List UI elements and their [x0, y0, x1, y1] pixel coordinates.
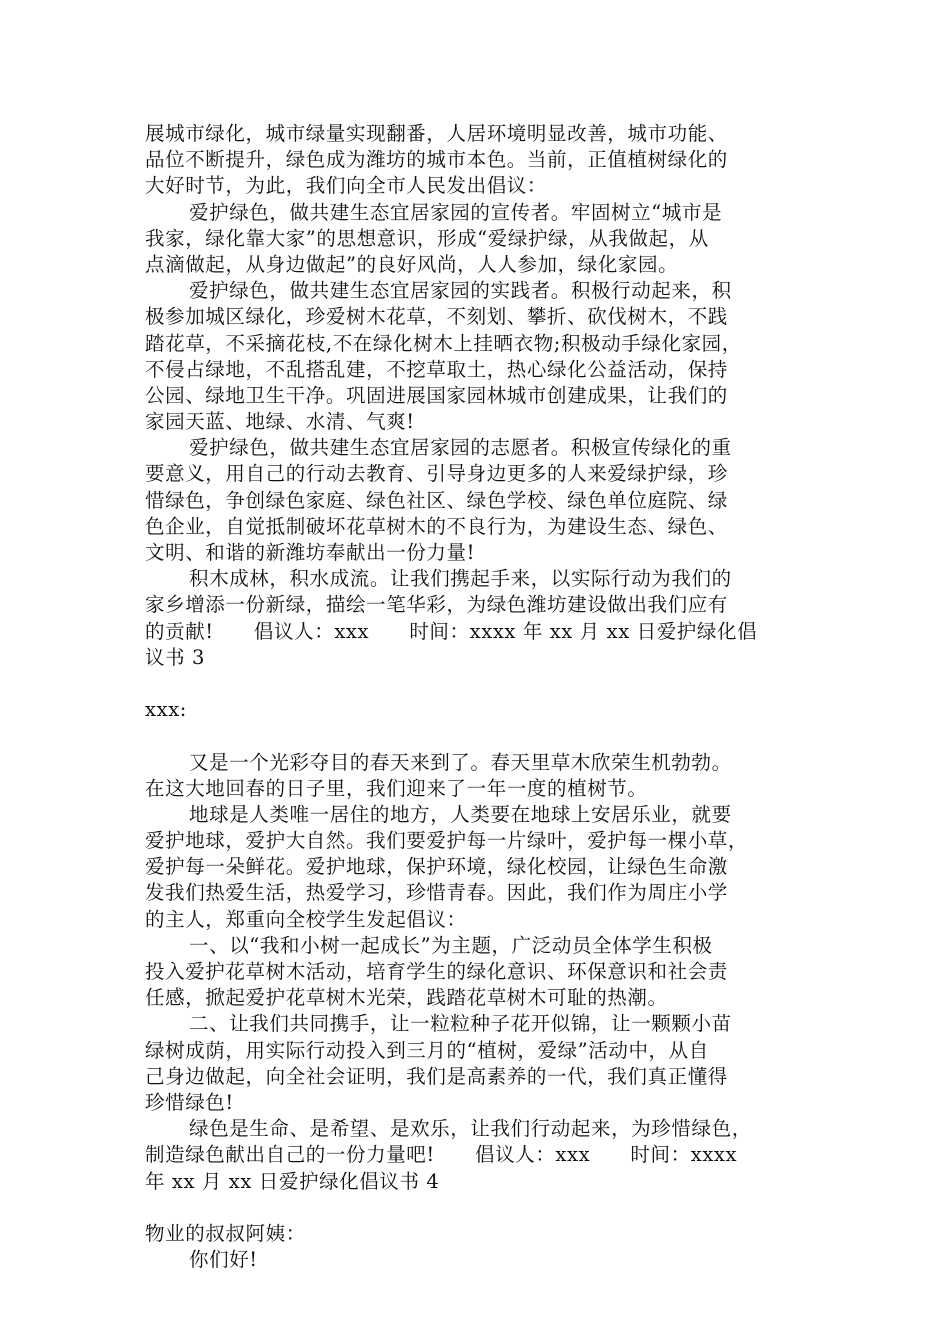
text-line: 珍惜绿色!: [145, 1090, 234, 1114]
text-line: 发我们热爱生活，热爱学习，珍惜青春。因此，我们作为周庄小学: [145, 881, 728, 905]
text-line: 在这大地回春的日子里，我们迎来了一年一度的植树节。: [145, 776, 648, 800]
text-line: 爱护地球，爱护大自然。我们要爱护每一片绿叶，爱护每一棵小草，: [145, 829, 749, 853]
section-heading-line: 年 xx 月 xx 日爱护绿化倡议书 4: [145, 1169, 440, 1193]
text-line: 我家，绿化靠大家”的思想意识，形成“爱绿护绿，从我做起，从: [145, 226, 709, 250]
text-line: 己身边做起，向全社会证明，我们是高素养的一代，我们真正懂得: [145, 1064, 728, 1088]
text-line: 踏花草，不采摘花枝,不在绿化树木上挂晒衣物;积极动手绿化家园，: [145, 331, 742, 355]
signature-line: 制造绿色献出自己的一份力量吧! 倡议人：xxx 时间：xxxx: [145, 1143, 738, 1167]
paragraph-first-line: 二、让我们共同携手，让一粒粒种子花开似锦，让一颗颗小苗: [189, 1012, 732, 1036]
text-line: 大好时节，为此，我们向全市人民发出倡议：: [145, 174, 548, 198]
text-line: 惜绿色，争创绿色家庭、绿色社区、绿色学校、绿色单位庭院、绿: [145, 488, 728, 512]
salutation: xxx:: [145, 698, 187, 722]
text-line: 的主人，郑重向全校学生发起倡议：: [145, 907, 467, 931]
text-line: 家园天蓝、地绿、水清、气爽!: [145, 410, 415, 434]
paragraph-first-line: 地球是人类唯一居住的地方，人类要在地球上安居乐业，就要: [189, 802, 732, 826]
text-line: 点滴做起，从身边做起”的良好风尚，人人参加，绿化家园。: [145, 252, 679, 276]
text-line: 要意义，用自己的行动去教育、引导身边更多的人来爱绿护绿，珍: [145, 462, 728, 486]
section-heading-line: 议书 3: [145, 645, 206, 669]
paragraph-first-line: 爱护绿色，做共建生态宜居家园的实践者。积极行动起来，积: [189, 279, 732, 303]
text-line: 任感，掀起爱护花草树木光荣，践踏花草树木可耻的热潮。: [145, 986, 668, 1010]
text-line: 品位不断提升，绿色成为潍坊的城市本色。当前，正值植树绿化的: [145, 148, 728, 172]
salutation: 物业的叔叔阿姨：: [145, 1221, 306, 1245]
text-line: 公园、绿地卫生干净。巩固进展国家园林城市创建成果，让我们的: [145, 383, 728, 407]
paragraph-first-line: 爱护绿色，做共建生态宜居家园的志愿者。积极宣传绿化的重: [189, 436, 732, 460]
greeting-line: 你们好!: [189, 1248, 258, 1272]
text-line: 爱护每一朵鲜花。爱护地球，保护环境，绿化校园，让绿色生命激: [145, 855, 728, 879]
paragraph-first-line: 一、以“我和小树一起成长”为主题，广泛动员全体学生积极: [189, 933, 713, 957]
text-line: 色企业，自觉抵制破坏花草树木的不良行为，为建设生态、绿色、: [145, 514, 728, 538]
text-line: 投入爱护花草树木活动，培育学生的绿化意识、环保意识和社会责: [145, 960, 728, 983]
blank-line: [145, 723, 810, 749]
paragraph-first-line: 绿色是生命、是希望、是欢乐，让我们行动起来，为珍惜绿色，: [189, 1117, 752, 1141]
blank-line: [145, 1195, 810, 1221]
document-body: [145, 121, 810, 1273]
text-line: 绿树成荫，用实际行动投入到三月的“植树，爱绿”活动中，从自: [145, 1038, 709, 1062]
text-line: 展城市绿化，城市绿量实现翻番，人居环境明显改善，城市功能、: [145, 122, 728, 145]
paragraph-first-line: 积木成林，积水成流。让我们携起手来，以实际行动为我们的: [189, 567, 732, 591]
paragraph-first-line: 爱护绿色，做共建生态宜居家园的宣传者。牢固树立“城市是: [189, 200, 723, 224]
text-line: 文明、和谐的新潍坊奉献出一份力量!: [145, 541, 476, 564]
blank-line: [145, 671, 810, 697]
text-line: 家乡增添一份新绿，描绘一笔华彩，为绿色潍坊建设做出我们应有: [145, 593, 728, 617]
text-line: 不侵占绿地，不乱搭乱建，不挖草取土，热心绿化公益活动，保持: [145, 357, 728, 381]
signature-line: 的贡献! 倡议人：xxx 时间：xxxx 年 xx 月 xx 日爱护绿化倡: [145, 619, 758, 643]
paragraph-first-line: 又是一个光彩夺目的春天来到了。春天里草木欣荣生机勃勃。: [189, 750, 732, 774]
text-line: 极参加城区绿化，珍爱树木花草，不刻划、攀折、砍伐树木，不践: [145, 305, 728, 329]
